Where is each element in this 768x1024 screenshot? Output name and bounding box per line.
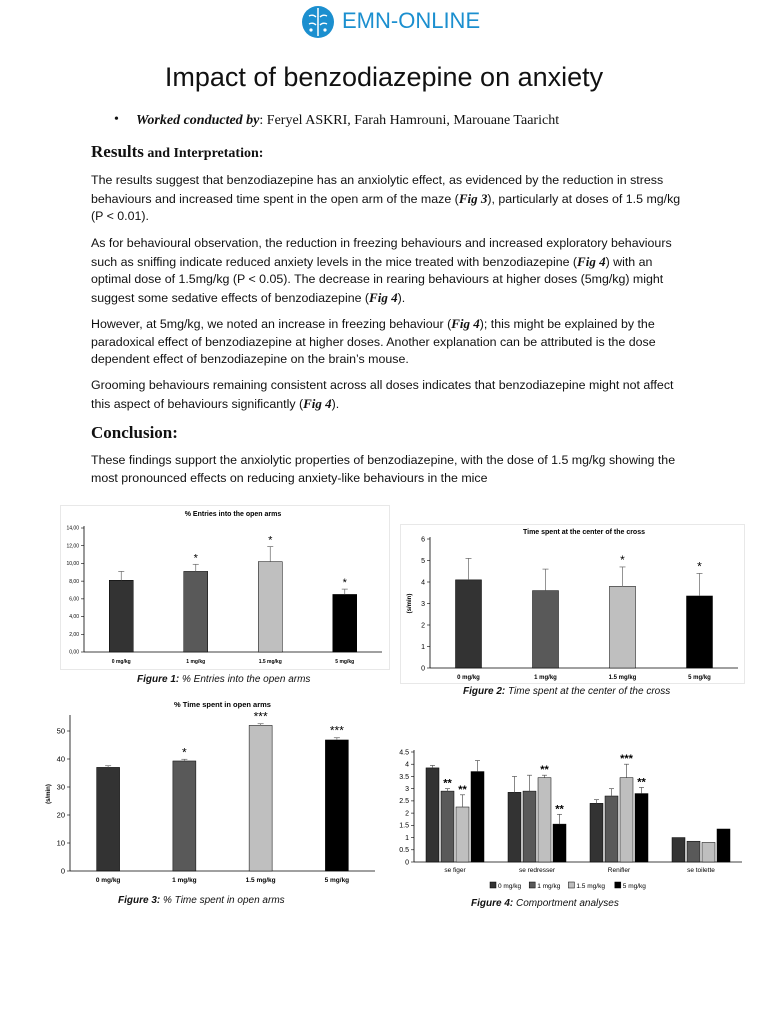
y-axis-label: (s/min)	[407, 593, 413, 614]
bar	[441, 791, 454, 862]
bar	[610, 586, 636, 668]
significance-star: *	[182, 745, 187, 760]
y-tick-label: 2	[405, 810, 409, 818]
bar	[605, 796, 618, 862]
significance-star: *	[342, 577, 347, 590]
legend-swatch	[529, 882, 535, 888]
results-heading-rest: and Interpretation:	[143, 146, 264, 161]
y-tick-label: 0,00	[69, 649, 79, 656]
y-tick-label: 0.5	[399, 847, 409, 855]
y-tick-label: 40	[56, 754, 65, 764]
chart-figure-4	[392, 744, 752, 894]
results-paragraph-3: However, at 5mg/kg, we noted an increase in freezing behaviour (Fig 4); this might be explained by the paradoxical effect of benzodiazepine at higher doses. Another explanation can be attributed is the dose dependent effect of benzodiazepine on the brain’s mouse.	[91, 316, 656, 367]
y-tick-label: 2.5	[399, 798, 409, 806]
authors-line	[114, 112, 560, 129]
category-label: 1 mg/kg	[534, 675, 557, 681]
category-label: 5 mg/kg	[324, 877, 350, 884]
bar	[249, 725, 272, 871]
y-tick-label: 10,00	[66, 561, 79, 568]
logo	[300, 4, 480, 42]
figure-3-caption: Figure 3: % Time spent in open arms	[118, 895, 285, 906]
figure-4-caption: Figure 4: Comportment analyses	[471, 898, 619, 909]
conclusion-paragraph: These findings support the anxiolytic properties of benzodiazepine, with the dose of 1.5 mg/kg showing the most pronounced effects on reducing anxiety-like behaviours in the mice	[91, 453, 676, 485]
y-tick-label: 3	[421, 600, 425, 608]
chart-title: % Time spent in open arms	[174, 700, 271, 709]
category-label: 1.5 mg/kg	[258, 659, 282, 665]
brain-icon	[300, 4, 336, 40]
category-label: Renifler	[607, 867, 631, 874]
bar	[620, 778, 633, 862]
bar	[456, 580, 482, 668]
bar	[109, 580, 133, 652]
authors-label: Worked conducted by	[136, 113, 260, 128]
chart-figure-3	[40, 695, 385, 890]
y-tick-label: 30	[56, 782, 65, 792]
bar	[687, 841, 700, 862]
category-label: 1.5 mg/kg	[245, 877, 276, 884]
bar	[456, 807, 469, 862]
legend-swatch	[568, 882, 574, 888]
legend-entry: 0 mg/kg	[498, 883, 522, 890]
bar	[508, 792, 521, 862]
bar	[471, 772, 484, 862]
bar	[173, 761, 196, 871]
bar	[523, 791, 536, 862]
significance-star: **	[555, 803, 564, 816]
bar	[97, 767, 120, 871]
figure-ref: Fig 4	[369, 289, 398, 305]
bar	[702, 842, 715, 862]
category-label: 0 mg/kg	[95, 877, 121, 884]
y-tick-label: 1	[421, 643, 425, 651]
y-tick-label: 1	[405, 834, 409, 842]
y-tick-label: 0	[421, 665, 425, 673]
results-paragraph-4: Grooming behaviours remaining consistent across all doses indicates that benzodiazepine might not affect this aspect of behaviours significantly (Fig 4).	[91, 378, 674, 411]
category-label: 0 mg/kg	[457, 675, 480, 681]
significance-star: *	[620, 552, 625, 567]
y-tick-label: 14,00	[66, 525, 79, 532]
bullet-icon: •	[114, 112, 119, 127]
y-tick-label: 8,00	[69, 578, 79, 585]
bar	[687, 596, 713, 668]
figure-2-caption: Figure 2: Time spent at the center of the cross	[463, 686, 671, 697]
y-tick-label: 4	[405, 761, 409, 769]
significance-star: ***	[253, 709, 268, 724]
legend-entry: 5 mg/kg	[622, 883, 646, 890]
category-label: 1 mg/kg	[186, 659, 206, 665]
significance-star: **	[637, 776, 646, 789]
legend-swatch	[615, 882, 621, 888]
results-heading	[91, 142, 263, 162]
bar	[325, 740, 348, 871]
y-tick-label: 50	[56, 726, 65, 736]
y-tick-label: 2	[421, 622, 425, 630]
bar	[553, 824, 566, 862]
significance-star: **	[443, 777, 452, 790]
significance-star: **	[540, 764, 549, 777]
figure-1-caption: Figure 1: % Entries into the open arms	[137, 674, 311, 685]
y-tick-label: 12,00	[66, 543, 79, 550]
y-tick-label: 0	[405, 859, 409, 867]
legend-entry: 1 mg/kg	[537, 883, 561, 890]
y-tick-label: 6,00	[69, 596, 79, 603]
bar	[426, 768, 439, 862]
category-label: 0 mg/kg	[111, 659, 131, 665]
figure-ref: Fig 3	[458, 190, 488, 206]
y-tick-label: 3	[405, 786, 409, 793]
category-label: 5 mg/kg	[688, 675, 711, 681]
chart-figure-2	[400, 524, 745, 684]
figure-ref: Fig 4	[303, 395, 332, 411]
figure-ref: Fig 4	[577, 253, 606, 269]
y-tick-label: 0	[60, 866, 65, 876]
significance-star: *	[268, 534, 273, 547]
y-tick-label: 3.5	[399, 773, 409, 781]
page-title: Impact of benzodiazepine on anxiety	[164, 62, 604, 92]
bar	[258, 562, 282, 652]
legend-entry: 1.5 mg/kg	[576, 883, 605, 890]
conclusion-heading: Conclusion:	[91, 423, 178, 442]
figure-ref: Fig 4	[451, 316, 480, 331]
y-tick-label: 10	[56, 838, 65, 848]
bar	[635, 794, 648, 862]
bar	[672, 838, 685, 862]
chart-title: Time spent at the center of the cross	[522, 529, 646, 536]
bar	[538, 778, 551, 862]
significance-star: ***	[620, 753, 633, 766]
category-label: se figer	[444, 867, 466, 874]
y-tick-label: 4.5	[399, 749, 409, 757]
results-heading-main: Results	[91, 142, 144, 161]
category-label: se redresser	[518, 867, 556, 874]
bar	[533, 591, 559, 668]
chart-figure-1	[60, 505, 390, 670]
category-label: 5 mg/kg	[335, 659, 355, 665]
logo-text: EMN-ONLINE	[342, 8, 481, 33]
significance-star: ***	[329, 723, 344, 738]
category-label: 1.5 mg/kg	[608, 675, 637, 681]
category-label: 1 mg/kg	[172, 877, 197, 884]
y-tick-label: 6	[421, 536, 425, 544]
authors-names: : Feryel ASKRI, Farah Hamrouni, Marouane Taaricht	[259, 113, 560, 128]
y-tick-label: 5	[421, 557, 425, 565]
chart-title: % Entries into the open arms	[184, 511, 282, 518]
y-tick-label: 2,00	[69, 631, 79, 638]
y-tick-label: 4	[421, 579, 425, 587]
bar	[590, 803, 603, 862]
bar	[717, 829, 730, 862]
y-tick-label: 20	[56, 810, 65, 820]
results-paragraph-1: The results suggest that benzodiazepine has an anxiolytic effect, as evidenced by the reduction in stress behaviours and increased time spent in the open arm of the maze (Fig 3), particularly at doses of 1.5 mg/kg (P < 0.01).	[91, 173, 681, 224]
y-tick-label: 1.5	[399, 822, 409, 830]
y-tick-label: 4,00	[69, 614, 79, 621]
significance-star: **	[458, 783, 467, 796]
legend-swatch	[490, 882, 496, 888]
y-axis-label: (s/min)	[46, 784, 52, 804]
significance-star: *	[193, 552, 198, 565]
bar	[333, 594, 357, 652]
significance-star: *	[697, 559, 702, 574]
bar	[184, 571, 208, 652]
results-paragraph-2: As for behavioural observation, the reduction in freezing behaviours and increased exploratory behaviours such as sniffing indicate reduced anxiety levels in the mice treated with benzodiazepine (Fig 4) with an optimal dose of 1.5mg/kg (P < 0.05). The decrease in rearing behaviours at higher doses (5mg/kg) might suggest some sedative effects of benzodiazepine (Fig 4).	[91, 236, 672, 305]
category-label: se toilette	[687, 867, 715, 874]
